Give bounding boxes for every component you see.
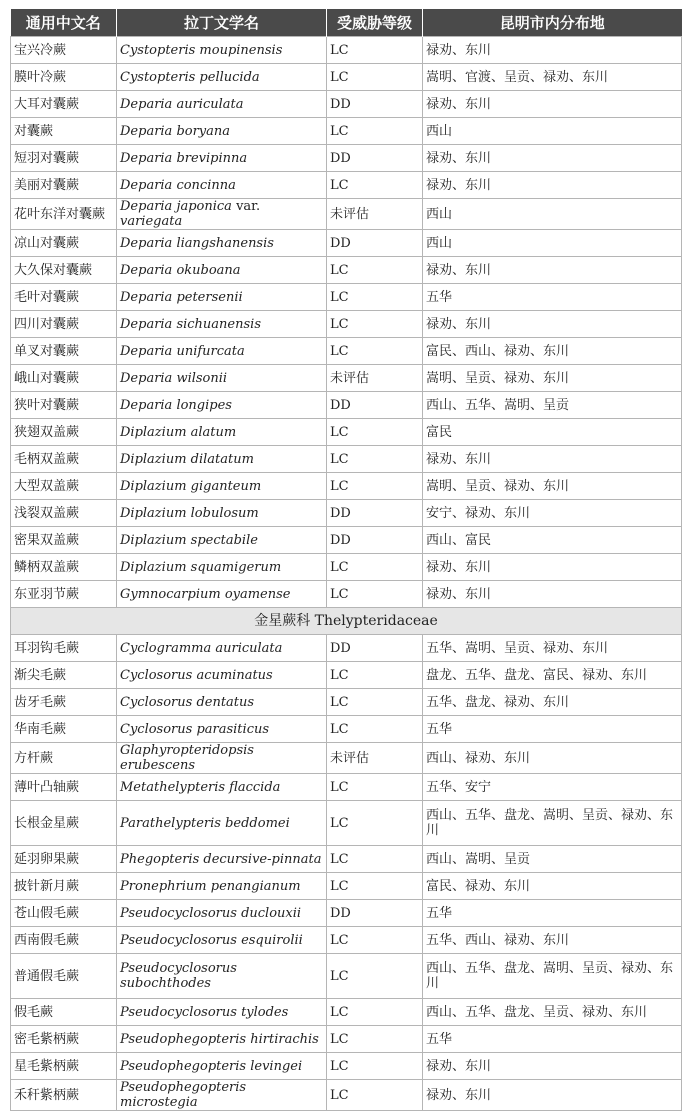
distribution-cell: 西山、禄劝、东川 [423, 743, 682, 774]
threat-level-cell: LC [327, 954, 423, 999]
chinese-name-cell: 浅裂双盖蕨 [11, 500, 117, 527]
distribution-cell: 禄劝、东川 [423, 446, 682, 473]
latin-name-text: Deparia liangshanensis [120, 235, 274, 251]
table-body [11, 37, 682, 1111]
chinese-name-cell: 大久保对囊蕨 [11, 257, 117, 284]
latin-name-text: Pseudocyclosorus esquirolii [120, 932, 303, 948]
chinese-name-cell: 毛叶对囊蕨 [11, 284, 117, 311]
table-row [11, 662, 682, 689]
latin-name-cell [117, 927, 327, 954]
chinese-name-cell: 渐尖毛蕨 [11, 662, 117, 689]
chinese-name-cell: 华南毛蕨 [11, 716, 117, 743]
table-row [11, 743, 682, 774]
threat-level-cell: LC [327, 873, 423, 900]
distribution-cell: 禄劝、东川 [423, 91, 682, 118]
latin-name-cell [117, 473, 327, 500]
threat-level-cell: LC [327, 446, 423, 473]
chinese-name-cell: 长根金星蕨 [11, 801, 117, 846]
table-row [11, 500, 682, 527]
chinese-name-cell: 单叉对囊蕨 [11, 338, 117, 365]
latin-name-cell [117, 954, 327, 999]
chinese-name-cell: 狭叶对囊蕨 [11, 392, 117, 419]
latin-name-cell [117, 37, 327, 64]
species-table-container [10, 9, 681, 1111]
latin-variety-text: variegata [120, 214, 183, 229]
distribution-cell: 五华 [423, 900, 682, 927]
distribution-cell: 盘龙、五华、盘龙、富民、禄劝、东川 [423, 662, 682, 689]
latin-name-cell [117, 230, 327, 257]
table-row [11, 927, 682, 954]
latin-name-text: Glaphyropteridopsis erubescens [120, 743, 254, 773]
latin-name-cell [117, 365, 327, 392]
distribution-cell: 富民、西山、禄劝、东川 [423, 338, 682, 365]
table-row [11, 145, 682, 172]
distribution-cell: 嵩明、官渡、呈贡、禄劝、东川 [423, 64, 682, 91]
latin-name-cell [117, 500, 327, 527]
latin-name-text: Cyclogramma auriculata [120, 640, 283, 656]
latin-name-text: Deparia brevipinna [120, 150, 248, 166]
latin-name-cell [117, 419, 327, 446]
distribution-cell: 禄劝、东川 [423, 172, 682, 199]
table-row [11, 257, 682, 284]
table-row [11, 338, 682, 365]
table-row [11, 1080, 682, 1111]
chinese-name-cell: 方杆蕨 [11, 743, 117, 774]
threat-level-cell: LC [327, 662, 423, 689]
threat-level-cell: LC [327, 338, 423, 365]
table-row [11, 873, 682, 900]
latin-name-text: Cyclosorus dentatus [120, 694, 255, 710]
chinese-name-cell: 凉山对囊蕨 [11, 230, 117, 257]
distribution-cell: 安宁、禄劝、东川 [423, 500, 682, 527]
latin-name-cell [117, 900, 327, 927]
latin-name-text: Pseudophegopteris levingei [120, 1058, 303, 1074]
threat-level-cell: LC [327, 419, 423, 446]
header-chinese-name: 通用中文名 [11, 9, 117, 37]
chinese-name-cell: 大型双盖蕨 [11, 473, 117, 500]
latin-name-text: Deparia auriculata [120, 96, 244, 112]
distribution-cell: 五华 [423, 716, 682, 743]
table-header-row [11, 9, 682, 37]
latin-name-cell [117, 392, 327, 419]
threat-level-cell: LC [327, 37, 423, 64]
threat-level-cell: LC [327, 554, 423, 581]
header-distribution: 昆明市内分布地 [423, 9, 682, 37]
chinese-name-cell: 披针新月蕨 [11, 873, 117, 900]
table-row [11, 419, 682, 446]
threat-level-cell: LC [327, 1053, 423, 1080]
latin-name-text: Cyclosorus acuminatus [120, 667, 273, 683]
chinese-name-cell: 禾秆紫柄蕨 [11, 1080, 117, 1111]
threat-level-cell: DD [327, 230, 423, 257]
chinese-name-cell: 花叶东洋对囊蕨 [11, 199, 117, 230]
chinese-name-cell: 薄叶凸轴蕨 [11, 774, 117, 801]
distribution-cell: 禄劝、东川 [423, 1053, 682, 1080]
table-row [11, 1053, 682, 1080]
header-threat-level: 受威胁等级 [327, 9, 423, 37]
threat-level-cell: LC [327, 64, 423, 91]
chinese-name-cell: 假毛蕨 [11, 999, 117, 1026]
distribution-cell: 禄劝、东川 [423, 1080, 682, 1111]
latin-name-cell [117, 554, 327, 581]
table-row [11, 716, 682, 743]
chinese-name-cell: 狭翅双盖蕨 [11, 419, 117, 446]
distribution-cell: 禄劝、东川 [423, 554, 682, 581]
latin-name-cell [117, 284, 327, 311]
latin-name-cell [117, 527, 327, 554]
table-row [11, 1026, 682, 1053]
chinese-name-cell: 普通假毛蕨 [11, 954, 117, 999]
latin-name-cell [117, 774, 327, 801]
chinese-name-cell: 膜叶冷蕨 [11, 64, 117, 91]
table-row [11, 118, 682, 145]
distribution-cell: 西山、富民 [423, 527, 682, 554]
table-row [11, 999, 682, 1026]
table-row [11, 774, 682, 801]
latin-name-text: Deparia concinna [120, 177, 236, 193]
latin-name-text: Deparia petersenii [120, 289, 243, 305]
chinese-name-cell: 密毛紫柄蕨 [11, 1026, 117, 1053]
distribution-cell: 富民 [423, 419, 682, 446]
latin-name-text: Diplazium dilatatum [120, 451, 254, 467]
threat-level-cell: LC [327, 118, 423, 145]
latin-name-cell [117, 662, 327, 689]
latin-name-text: Deparia japonica [120, 199, 232, 214]
threat-level-cell: 未评估 [327, 743, 423, 774]
latin-name-cell [117, 1026, 327, 1053]
chinese-name-cell: 宝兴冷蕨 [11, 37, 117, 64]
table-row [11, 199, 682, 230]
latin-name-cell [117, 172, 327, 199]
table-row [11, 801, 682, 846]
table-row [11, 172, 682, 199]
latin-name-text: Pronephrium penangianum [120, 878, 301, 894]
table-row [11, 446, 682, 473]
table-row [11, 689, 682, 716]
chinese-name-cell: 峨山对囊蕨 [11, 365, 117, 392]
latin-name-cell [117, 1080, 327, 1111]
chinese-name-cell: 对囊蕨 [11, 118, 117, 145]
latin-name-text: Metathelypteris flaccida [120, 779, 281, 795]
threat-level-cell: DD [327, 392, 423, 419]
chinese-name-cell: 大耳对囊蕨 [11, 91, 117, 118]
latin-name-cell [117, 846, 327, 873]
table-row [11, 846, 682, 873]
latin-name-text: Cystopteris moupinensis [120, 42, 283, 58]
latin-name-text: Pseudophegopteris microstegia [120, 1080, 247, 1110]
chinese-name-cell: 毛柄双盖蕨 [11, 446, 117, 473]
distribution-cell: 禄劝、东川 [423, 145, 682, 172]
latin-name-text: Deparia boryana [120, 123, 231, 139]
chinese-name-cell: 密果双盖蕨 [11, 527, 117, 554]
table-row [11, 554, 682, 581]
family-latin-name: Thelypteridaceae [314, 612, 438, 629]
threat-level-cell: LC [327, 284, 423, 311]
chinese-name-cell: 星毛紫柄蕨 [11, 1053, 117, 1080]
table-row [11, 230, 682, 257]
distribution-cell: 禄劝、东川 [423, 311, 682, 338]
distribution-cell: 西山、五华、盘龙、嵩明、呈贡、禄劝、东川 [423, 954, 682, 999]
latin-name-cell [117, 64, 327, 91]
threat-level-cell: LC [327, 581, 423, 608]
table-row [11, 311, 682, 338]
table-row [11, 473, 682, 500]
latin-name-text: Diplazium alatum [120, 424, 237, 440]
threat-level-cell: 未评估 [327, 199, 423, 230]
latin-name-cell [117, 743, 327, 774]
chinese-name-cell: 齿牙毛蕨 [11, 689, 117, 716]
threat-level-cell: LC [327, 689, 423, 716]
latin-name-text: Pseudocyclosorus tylodes [120, 1004, 289, 1020]
table-row [11, 64, 682, 91]
latin-name-cell [117, 338, 327, 365]
table-row [11, 37, 682, 64]
table-row [11, 581, 682, 608]
chinese-name-cell: 四川对囊蕨 [11, 311, 117, 338]
latin-name-text: Pseudocyclosorus subochthodes [120, 961, 237, 991]
latin-rank-text: var. [236, 199, 261, 214]
chinese-name-cell: 美丽对囊蕨 [11, 172, 117, 199]
latin-name-cell [117, 873, 327, 900]
latin-name-text: Diplazium giganteum [120, 478, 262, 494]
chinese-name-cell: 延羽卵果蕨 [11, 846, 117, 873]
latin-name-cell [117, 446, 327, 473]
latin-name-text: Cyclosorus parasiticus [120, 721, 270, 737]
latin-name-cell [117, 689, 327, 716]
threat-level-cell: LC [327, 257, 423, 284]
latin-name-text: Deparia okuboana [120, 262, 241, 278]
distribution-cell: 西山 [423, 230, 682, 257]
distribution-cell: 西山 [423, 199, 682, 230]
latin-name-text: Diplazium lobulosum [120, 505, 259, 521]
table-row [11, 900, 682, 927]
distribution-cell: 五华、安宁 [423, 774, 682, 801]
latin-name-cell [117, 145, 327, 172]
distribution-cell: 五华、西山、禄劝、东川 [423, 927, 682, 954]
chinese-name-cell: 西南假毛蕨 [11, 927, 117, 954]
latin-name-cell [117, 118, 327, 145]
threat-level-cell: DD [327, 145, 423, 172]
threat-level-cell: DD [327, 527, 423, 554]
distribution-cell: 嵩明、呈贡、禄劝、东川 [423, 473, 682, 500]
latin-name-text: Cystopteris pellucida [120, 69, 260, 85]
table-row [11, 365, 682, 392]
threat-level-cell: LC [327, 716, 423, 743]
chinese-name-cell: 东亚羽节蕨 [11, 581, 117, 608]
latin-name-cell [117, 199, 327, 230]
distribution-cell: 五华、嵩明、呈贡、禄劝、东川 [423, 635, 682, 662]
latin-name-text: Parathelypteris beddomei [120, 815, 290, 831]
latin-name-cell [117, 311, 327, 338]
latin-name-text: Pseudophegopteris hirtirachis [120, 1031, 319, 1047]
threat-level-cell: LC [327, 801, 423, 846]
threat-level-cell: DD [327, 500, 423, 527]
table-row [11, 91, 682, 118]
chinese-name-cell: 苍山假毛蕨 [11, 900, 117, 927]
latin-name-cell [117, 581, 327, 608]
chinese-name-cell: 鳞柄双盖蕨 [11, 554, 117, 581]
threat-level-cell: LC [327, 1026, 423, 1053]
latin-name-text: Gymnocarpium oyamense [120, 586, 291, 602]
latin-name-cell [117, 91, 327, 118]
latin-name-text: Diplazium squamigerum [120, 559, 282, 575]
table-row [11, 527, 682, 554]
latin-name-text: Phegopteris decursive-pinnata [120, 851, 322, 867]
latin-name-cell [117, 635, 327, 662]
threat-level-cell: LC [327, 774, 423, 801]
distribution-cell: 富民、禄劝、东川 [423, 873, 682, 900]
latin-name-cell [117, 801, 327, 846]
threat-level-cell: LC [327, 172, 423, 199]
latin-name-text: Diplazium spectabile [120, 532, 258, 548]
family-header-cell [11, 608, 682, 635]
threat-level-cell: DD [327, 900, 423, 927]
distribution-cell: 嵩明、呈贡、禄劝、东川 [423, 365, 682, 392]
table-row [11, 635, 682, 662]
distribution-cell: 西山、五华、盘龙、嵩明、呈贡、禄劝、东川 [423, 801, 682, 846]
distribution-cell: 西山、五华、盘龙、呈贡、禄劝、东川 [423, 999, 682, 1026]
latin-name-text: Deparia sichuanensis [120, 316, 261, 332]
table-row [11, 392, 682, 419]
latin-name-cell [117, 999, 327, 1026]
chinese-name-cell: 短羽对囊蕨 [11, 145, 117, 172]
latin-name-text: Deparia unifurcata [120, 343, 245, 359]
distribution-cell: 五华 [423, 1026, 682, 1053]
threat-level-cell: DD [327, 635, 423, 662]
distribution-cell: 禄劝、东川 [423, 37, 682, 64]
latin-name-cell [117, 257, 327, 284]
distribution-cell: 禄劝、东川 [423, 581, 682, 608]
chinese-name-cell: 耳羽钩毛蕨 [11, 635, 117, 662]
distribution-cell: 西山、五华、嵩明、呈贡 [423, 392, 682, 419]
distribution-cell: 五华、盘龙、禄劝、东川 [423, 689, 682, 716]
threat-level-cell: DD [327, 91, 423, 118]
distribution-cell: 西山 [423, 118, 682, 145]
header-latin-name: 拉丁文学名 [117, 9, 327, 37]
latin-name-cell [117, 716, 327, 743]
latin-name-text: Deparia wilsonii [120, 370, 228, 386]
species-table [10, 9, 682, 1111]
threat-level-cell: LC [327, 927, 423, 954]
threat-level-cell: LC [327, 473, 423, 500]
distribution-cell: 禄劝、东川 [423, 257, 682, 284]
latin-name-cell [117, 1053, 327, 1080]
threat-level-cell: LC [327, 311, 423, 338]
family-header-row [11, 608, 682, 635]
latin-name-text: Deparia longipes [120, 397, 232, 413]
threat-level-cell: LC [327, 1080, 423, 1111]
latin-name-text: Pseudocyclosorus duclouxii [120, 905, 302, 921]
distribution-cell: 西山、嵩明、呈贡 [423, 846, 682, 873]
distribution-cell: 五华 [423, 284, 682, 311]
threat-level-cell: LC [327, 846, 423, 873]
threat-level-cell: LC [327, 999, 423, 1026]
table-row [11, 954, 682, 999]
family-chinese-name: 金星蕨科 [254, 612, 311, 629]
threat-level-cell: 未评估 [327, 365, 423, 392]
table-row [11, 284, 682, 311]
